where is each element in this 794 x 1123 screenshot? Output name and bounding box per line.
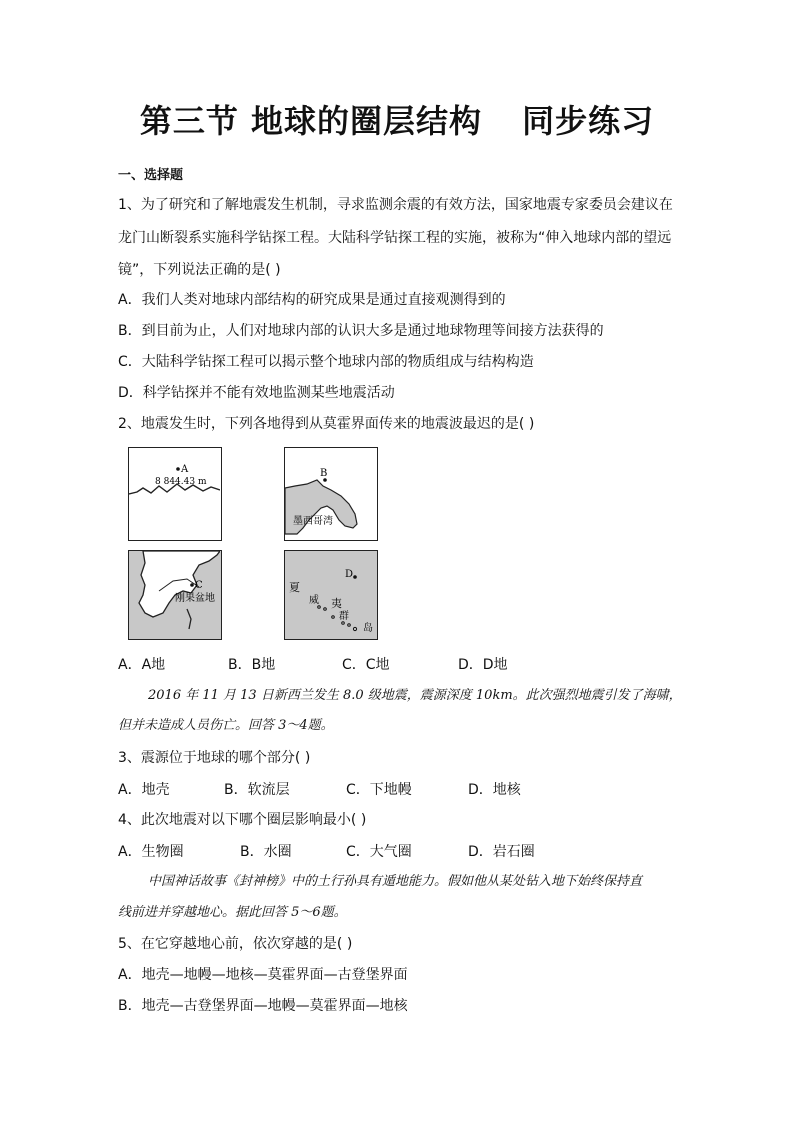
map-b (284, 447, 378, 541)
q4-option-d: D．岩石圈 (468, 844, 535, 860)
q1-option-d: D．科学钻探并不能有效地监测某些地震活动 (118, 385, 395, 401)
q4-stem: 4、此次地震对以下哪个圈层影响最小( ) (118, 812, 367, 828)
q4-option-a: A．生物圈 (118, 844, 184, 860)
q3-stem: 3、震源位于地球的哪个部分( ) (118, 750, 311, 766)
map-d (284, 550, 378, 640)
q4-option-c: C．大气圈 (346, 844, 412, 860)
map-d-char-3: 夷 (331, 597, 342, 610)
map-d-char-4: 群 (339, 611, 349, 622)
q3-option-d: D．地核 (468, 782, 521, 798)
q2-option-c: C．C地 (342, 657, 390, 673)
q2-option-d: D．D地 (458, 657, 508, 673)
passage1-line-2: 但并未造成人员伤亡。回答 3～4题。 (118, 718, 334, 733)
q5-option-b: B．地壳—古登堡界面—地幔—莫霍界面—地核 (118, 998, 408, 1014)
map-c (128, 550, 222, 640)
passage2-line-2: 线前进并穿越地心。据此回答 5～6题。 (118, 905, 347, 920)
q1-option-b: B．到目前为止，人们对地球内部的认识大多是通过地球物理等间接方法获得的 (118, 323, 604, 339)
q3-option-c: C．下地幔 (346, 782, 412, 798)
title-main: 第三节 地球的圈层结构 (139, 102, 483, 140)
map-c-place: 刚果盆地 (175, 593, 215, 604)
q1-option-c: C．大陆科学钻探工程可以揭示整个地球内部的物质组成与结构构造 (118, 354, 534, 370)
title-suffix: 同步练习 (522, 102, 655, 140)
map-d-char-1: 夏 (289, 581, 300, 594)
q1-option-a: A．我们人类对地球内部结构的研究成果是通过直接观测得到的 (118, 292, 506, 308)
q2-stem: 2、地震发生时，下列各地得到从莫霍界面传来的地震波最迟的是( ) (118, 416, 535, 432)
q2-option-b: B．B地 (228, 657, 276, 673)
map-d-char-5: 岛 (363, 623, 373, 634)
q1-stem-line-1: 1、为了研究和了解地震发生机制，寻求监测余震的有效方法，国家地震专家委员会建议在 (118, 197, 673, 213)
map-c-point-label: C (195, 580, 203, 591)
q3-option-b: B．软流层 (224, 782, 290, 798)
page-title (0, 96, 794, 142)
map-a-elevation: 8 844.43 m (155, 477, 207, 487)
map-c-drawing (129, 551, 220, 638)
q3-option-a: A．地壳 (118, 782, 170, 798)
map-a (128, 447, 222, 541)
q1-stem-line-2: 龙门山断裂系实施科学钻探工程。大陆科学钻探工程的实施，被称为“伸入地球内部的望远 (118, 230, 672, 246)
map-d-char-2: 威 (309, 595, 319, 606)
passage1-line-1: 2016 年 11 月 13 日新西兰发生 8.0 级地震，震源深度 10km。此次强烈地震引发了海啸， (148, 688, 682, 703)
passage2-line-1: 中国神话故事《封神榜》中的土行孙具有遁地能力。假如他从某处钻入地下始终保持直 (148, 874, 643, 889)
map-a-point-label: A (181, 464, 189, 475)
q4-option-b: B．水圈 (240, 844, 292, 860)
section-heading: 一、选择题 (118, 168, 184, 183)
q2-option-a: A．A地 (118, 657, 166, 673)
q1-stem-line-3: 镜”，下列说法正确的是( ) (118, 262, 281, 278)
map-d-point-label: D (345, 569, 354, 580)
map-b-place: 墨西哥湾 (293, 516, 333, 527)
map-b-drawing (285, 448, 376, 539)
q5-stem: 5、在它穿越地心前，依次穿越的是( ) (118, 936, 353, 952)
map-d-drawing (285, 551, 376, 638)
map-a-drawing (129, 448, 220, 539)
map-b-point-label: B (320, 468, 328, 479)
q5-option-a: A．地壳—地幔—地核—莫霍界面—古登堡界面 (118, 967, 408, 983)
